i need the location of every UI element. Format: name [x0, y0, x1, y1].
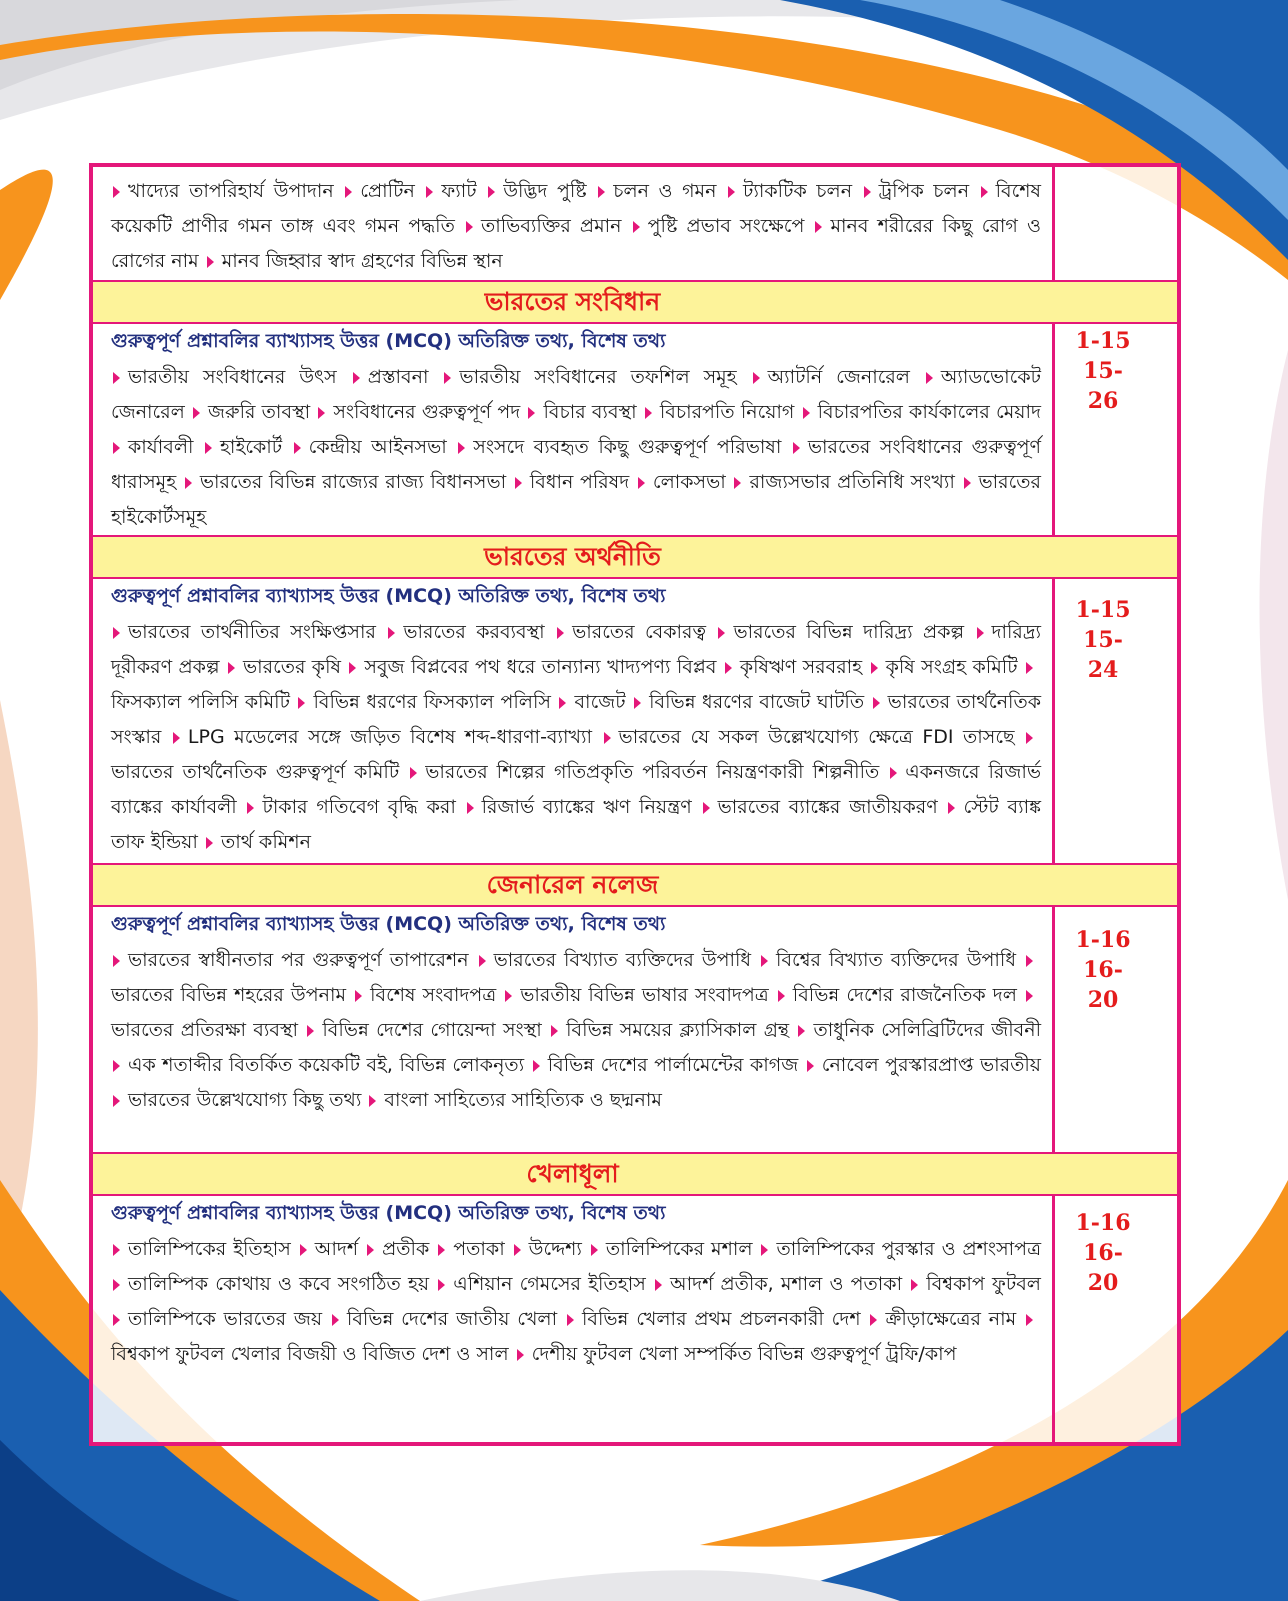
topic-text: বাজেট [574, 691, 626, 713]
topic-item [801, 401, 1041, 423]
topic-item [512, 1238, 582, 1260]
topic-item [226, 656, 341, 678]
topic-text: ভারতের তার্থনৈতিক গুরুত্বপূর্ণ কমিটি [111, 761, 400, 783]
bullet-icon [761, 955, 768, 967]
topic-item [565, 1308, 861, 1330]
bullet-icon [753, 372, 760, 384]
topic-text: এক শতাব্দীর বিতর্কিত কয়েকটি বই, বিভিন্ন লোকনৃত্য [128, 1054, 525, 1076]
topic-text: তালিম্পিকের পুরস্কার ও প্রশংসাপত্র [776, 1238, 1042, 1260]
topic-text: পতাকা [453, 1238, 505, 1260]
bullet-icon [864, 186, 871, 198]
topic-text: বিধান পরিষদ [529, 471, 630, 493]
topic-text: কেন্দ্রীয় আইনসভা [308, 436, 447, 458]
topic-text: ফ্যাট [441, 180, 477, 202]
section-subtitle: গুরুত্বপূর্ণ প্রশ্নাবলির ব্যাখ্যাসহ উত্তর (MCQ) অতিরিক্ত তথ্য, বিশেষ তথ্য [111, 585, 666, 607]
topic-text: এশিয়ান গেমসের ইতিহাস [453, 1273, 646, 1295]
topic-text: আদর্শ [314, 1238, 359, 1260]
topic-item [631, 215, 805, 237]
page-range-second: 15-26 [1083, 358, 1123, 414]
topic-item [513, 471, 629, 493]
topic-text: ভারতের করব্যবস্থা [403, 621, 545, 643]
bullet-icon [467, 802, 474, 814]
topic-item [111, 1089, 361, 1111]
topic-text: ভারতের স্বাধীনতার পর গুরুত্বপূর্ণ তাপারেশন [128, 949, 469, 971]
bullet-icon [205, 442, 212, 454]
bullet-icon [294, 442, 301, 454]
topic-text: প্রস্তাবনা [367, 366, 429, 388]
topic-item [486, 180, 586, 202]
topic-text: প্রোটিন [360, 180, 415, 202]
topic-item [367, 1089, 662, 1111]
bullet-icon [113, 1095, 120, 1107]
bullet-icon [353, 372, 360, 384]
bullet-icon [926, 372, 933, 384]
bullet-icon [515, 477, 522, 489]
topic-text: তালিম্পিক কোথায় ও কবে সংগঠিত হয় [128, 1273, 430, 1295]
section-title: খেলাধূলা [526, 1159, 619, 1188]
topic-text: আদর্শ প্রতীক, মশাল ও পতাকা [669, 1273, 903, 1295]
topic-text: কৃষিঋণ সরবরাহ [739, 656, 863, 678]
bullet-icon [645, 407, 652, 419]
topic-item [111, 621, 376, 643]
topic-item [643, 401, 795, 423]
topic-text: সবুজ বিপ্লবের পথ ধরে তান্যান্য খাদ্যপণ্য বিপ্লব [364, 656, 717, 678]
topic-item [343, 180, 415, 202]
topic-item [353, 984, 496, 1006]
section-title: জেনারেল নলেজ [486, 870, 659, 899]
bullet-icon [803, 407, 810, 419]
bullet-icon [113, 372, 120, 384]
bullet-icon [438, 1244, 445, 1256]
topic-text: দারিদ্র্য দূরীকরণ প্রকল্প [111, 621, 1042, 678]
bullet-icon [703, 802, 710, 814]
bullet-icon [1026, 662, 1033, 674]
bullet-icon [113, 1244, 120, 1256]
bullet-icon [388, 627, 395, 639]
topic-item [111, 1238, 291, 1260]
topic-text: ভারতের ব্যাঙ্কের জাতীয়করণ [717, 796, 938, 818]
topic-text: মানব জিহ্বার স্বাদ গ্রহণের বিভিন্ন স্থান [221, 250, 503, 272]
topic-item [549, 1019, 789, 1041]
bullet-icon [528, 407, 535, 419]
topic-item [759, 1238, 1041, 1260]
bullet-icon [870, 1314, 877, 1326]
topic-text: বিশ্বকাপ ফুটবল খেলার বিজয়ী ও বিজিত দেশ ও সাল [111, 1343, 509, 1365]
section-title: ভারতের অর্থনীতি [484, 542, 661, 571]
topic-item [515, 1343, 957, 1365]
topic-text: বিভিন্ন দেশের জাতীয় খেলা [346, 1308, 558, 1330]
topic-text: সংসদে ব্যবহৃত কিছু গুরুত্বপূর্ণ পরিভাষা [473, 436, 782, 458]
topic-text: ভারতের শিল্পের গতিপ্রকৃতি পরিবর্তন নিয়ন্ত্রণকারী শিল্পনীতি [425, 761, 880, 783]
bullet-icon [948, 802, 955, 814]
topic-text: ভারতের বিভিন্ন রাজ্যের রাজ্য বিধানসভা [199, 471, 507, 493]
bullet-icon [247, 802, 254, 814]
bullet-icon [505, 990, 512, 1002]
bullet-icon [488, 186, 495, 198]
topic-text: বিশ্বের বিখ্যাত ব্যক্তিদের উপাধি [776, 949, 1017, 971]
bullet-icon [778, 990, 785, 1002]
bullet-icon [591, 1244, 598, 1256]
topic-text: লোকসভা [652, 471, 726, 493]
page-range [1073, 1208, 1133, 1298]
bullet-icon [551, 1025, 558, 1037]
topic-item [111, 1054, 524, 1076]
topic-item [191, 401, 310, 423]
bullet-icon [725, 662, 732, 674]
topic-item [203, 436, 282, 458]
topic-text: খাদ্যের তাপরিহার্য উপাদান [128, 180, 334, 202]
topic-text: তালিম্পিকের ইতিহাস [128, 1238, 291, 1260]
bullet-icon [728, 186, 735, 198]
topic-item [111, 1273, 429, 1295]
bullet-icon [318, 407, 325, 419]
topic-item [111, 180, 334, 202]
topic-text: কৃষি সংগ্রহ কমিটি [885, 656, 1018, 678]
topic-text: নোবেল পুরস্কারপ্রাপ্ত ভারতীয় [821, 1054, 1041, 1076]
bullet-icon [815, 221, 822, 233]
bullet-icon [113, 186, 120, 198]
topic-text: বাংলা সাহিত্যের সাহিত্যিক ও ছদ্মনাম [384, 1089, 662, 1111]
topic-item [465, 796, 692, 818]
section-header-economy [93, 537, 1177, 577]
bullet-icon [911, 1279, 918, 1291]
topic-text: রিজার্ভ ব্যাঙ্কের ঋণ নিয়ন্ত্রণ [481, 796, 692, 818]
topic-text: LPG মডেলের সঙ্গে জড়িত বিশেষ শব্দ-ধারণা-ব্যাখ্যা [187, 726, 593, 748]
topic-text: ভারতের সংবিধানের গুরুত্বপূর্ণ ধারাসমূহ [111, 436, 1041, 493]
bullet-icon [207, 256, 214, 268]
page-range-first: 1-15 [1075, 597, 1131, 623]
topic-list [111, 943, 1041, 1118]
topic-item [869, 656, 1018, 678]
topic-text: বিভিন্ন খেলার প্রথম প্রচলনকারী দেশ [581, 1308, 861, 1330]
bullet-icon [228, 662, 235, 674]
topic-item [111, 366, 337, 388]
topic-text: ভারতের বিভিন্ন শহরের উপনাম [111, 984, 347, 1006]
topic-text: তালিম্পিকে ভারতের জয় [128, 1308, 323, 1330]
topic-text: তাভিব্যক্তির প্রমান [480, 215, 622, 237]
topic-item [776, 984, 1017, 1006]
bullet-icon [466, 221, 473, 233]
topic-text: ট্যাকটিক চলন [743, 180, 853, 202]
topic-text: ভারতীয় সংবিধানের তফশিল সমূহ [459, 366, 737, 388]
topic-item [305, 1019, 541, 1041]
topic-item [477, 949, 751, 971]
page-range [1073, 925, 1133, 1015]
topic-text: বিচার ব্যবস্থা [543, 401, 637, 423]
bullet-icon [977, 627, 984, 639]
topic-text: ভারতের বিভিন্ন দারিদ্র্য প্রকল্প [733, 621, 965, 643]
topic-text: বিচারপতি নিয়োগ [659, 401, 795, 423]
topic-text: ভারতের হাইকোর্টসমূহ [111, 471, 1041, 528]
bullet-icon [604, 732, 611, 744]
bullet-icon [807, 1060, 814, 1072]
topic-item [111, 1308, 322, 1330]
topic-text: কার্যাবলী [128, 436, 194, 458]
bullet-icon [367, 1244, 374, 1256]
bullet-icon [964, 477, 971, 489]
topic-text: বিভিন্ন দেশের রাজনৈতিক দল [792, 984, 1017, 1006]
bullet-icon [655, 1279, 662, 1291]
bullet-icon [734, 477, 741, 489]
topic-text: স্টেট ব্যাঙ্ক তাফ ইন্ডিয়া [111, 796, 1041, 853]
topic-item [183, 471, 506, 493]
topic-item [442, 366, 736, 388]
section-body-economy [93, 579, 1177, 863]
topic-text: মানব শরীরের কিছু রোগ ও রোগের নাম [111, 215, 1041, 272]
bullet-icon [981, 186, 988, 198]
bullet-icon [514, 1244, 521, 1256]
section-header-sports [93, 1154, 1177, 1194]
bullet-icon [559, 697, 566, 709]
bullet-icon [1026, 732, 1033, 744]
topic-item [862, 180, 969, 202]
topic-item [111, 436, 193, 458]
topic-item [526, 401, 636, 423]
section-subtitle: গুরুত্বপূর্ণ প্রশ্নাবলির ব্যাখ্যাসহ উত্তর (MCQ) অতিরিক্ত তথ্য, বিশেষ তথ্য [111, 330, 666, 352]
page-range-second: 16-20 [1083, 957, 1123, 1013]
topic-item [436, 1238, 504, 1260]
bullet-icon [761, 1244, 768, 1256]
section-header-general-knowledge [93, 865, 1177, 905]
bullet-icon [557, 627, 564, 639]
topic-item [347, 656, 716, 678]
bullet-icon [638, 477, 645, 489]
topic-item [365, 1238, 429, 1260]
bullet-icon [567, 1314, 574, 1326]
topic-text: জরুরি তাবস্থা [208, 401, 311, 423]
topic-item [503, 984, 768, 1006]
bullet-icon [718, 627, 725, 639]
topic-item [408, 761, 879, 783]
topic-text: টাকার গতিবেগ বৃদ্ধি করা [262, 796, 456, 818]
topic-text: ভারতীয় সংবিধানের উৎস [128, 366, 337, 388]
topic-item [531, 1054, 799, 1076]
bullet-icon [185, 477, 192, 489]
topic-item [464, 215, 622, 237]
section-subtitle: গুরুত্বপূর্ণ প্রশ্নাবলির ব্যাখ্যাসহ উত্তর (MCQ) অতিরিক্ত তথ্য, বিশেষ তথ্য [111, 1202, 666, 1224]
topic-item [456, 436, 781, 458]
topic-text: ফিসক্যাল পলিসি কমিটি [111, 691, 290, 713]
page-range [1073, 326, 1133, 416]
section-body-general-knowledge [93, 907, 1177, 1152]
topic-item [555, 621, 706, 643]
topic-item [316, 401, 520, 423]
bullet-icon [479, 955, 486, 967]
topic-item [436, 1273, 645, 1295]
page-range-second: 16-20 [1083, 1240, 1123, 1296]
bullet-icon [438, 1279, 445, 1291]
bullet-icon [890, 767, 897, 779]
section-title: ভারতের সংবিধান [484, 287, 661, 316]
bullet-icon [345, 186, 352, 198]
topic-text: ভারতীয় বিভিন্ন ভাষার সংবাদপত্র [520, 984, 769, 1006]
topic-text: ভারতের যে সকল উল্লেখযোগ্য ক্ষেত্রে FDI তাসছে [618, 726, 1015, 748]
topic-text: ভারতের তার্থনীতির সংক্ষিপ্তসার [128, 621, 376, 643]
topic-text: ক্রীড়াক্ষেত্রের নাম [885, 1308, 1017, 1330]
topic-item [636, 471, 726, 493]
topic-item [205, 250, 503, 272]
bullet-icon [113, 442, 120, 454]
topic-text: ট্রপিক চলন [878, 180, 970, 202]
bullet-icon [369, 1095, 376, 1107]
topic-text: সংবিধানের গুরুত্বপূর্ণ পদ [333, 401, 521, 423]
topic-item [424, 180, 476, 202]
bullet-icon [793, 442, 800, 454]
topic-item [723, 656, 862, 678]
topic-list [111, 1232, 1041, 1372]
bullet-icon [300, 1244, 307, 1256]
topic-item [557, 691, 625, 713]
bullet-icon [307, 1025, 314, 1037]
topic-text: অ্যাডভোকেট জেনারেল [111, 366, 1041, 423]
topic-item [386, 621, 544, 643]
bullet-icon [1026, 990, 1033, 1002]
topic-text: তাধুনিক সেলিব্রিটিদের জীবনী [813, 1019, 1042, 1041]
topic-item [596, 180, 716, 202]
page-range [1073, 595, 1133, 685]
topic-item [716, 621, 964, 643]
topic-item [751, 366, 910, 388]
topic-text: বিচারপতির কার্যকালের মেয়াদ [817, 401, 1041, 423]
bullet-icon [517, 1349, 524, 1361]
topic-item [796, 1019, 1041, 1041]
section-header-constitution [93, 282, 1177, 322]
bullet-icon [798, 1025, 805, 1037]
topic-text: প্রতীক [382, 1238, 430, 1260]
topic-text: অ্যাটর্নি জেনারেল [767, 366, 910, 388]
topic-item [330, 1308, 557, 1330]
topic-item [171, 726, 592, 748]
bullet-icon [634, 697, 641, 709]
bullet-icon [444, 372, 451, 384]
topic-item [732, 471, 954, 493]
topic-item [759, 949, 1016, 971]
topic-item [351, 366, 429, 388]
bullet-icon [332, 1314, 339, 1326]
topic-text: ভারতের প্রতিরক্ষা ব্যবস্থা [111, 1019, 299, 1041]
topic-text: ভারতের বিখ্যাত ব্যক্তিদের উপাধি [493, 949, 752, 971]
topic-text: হাইকোর্ট [219, 436, 283, 458]
topic-item [632, 691, 864, 713]
topic-list [111, 615, 1041, 860]
page-range-first: 1-15 [1075, 328, 1131, 354]
topic-text: তালিম্পিকের মশাল [605, 1238, 753, 1260]
topic-text: বিশেষ সংবাদপত্র [370, 984, 497, 1006]
topic-text: উদ্ভিদ পুষ্টি [503, 180, 587, 202]
bullet-icon [1026, 1314, 1033, 1326]
bullet-icon [113, 627, 120, 639]
bullet-icon [426, 186, 433, 198]
topic-text: একনজরে রিজার্ভ ব্যাঙ্কের কার্যাবলী [111, 761, 1041, 818]
bullet-icon [206, 837, 213, 849]
topic-item [292, 436, 447, 458]
bullet-icon [113, 955, 120, 967]
topic-item [868, 1308, 1016, 1330]
page-range-first: 1-16 [1075, 1210, 1131, 1236]
bullet-icon [113, 1279, 120, 1291]
topic-item [726, 180, 852, 202]
topic-text: চলন ও গমন [613, 180, 717, 202]
topic-text: ভারতের বেকারত্ব [572, 621, 707, 643]
topic-text: ভারতের কৃষি [242, 656, 342, 678]
topic-item [589, 1238, 753, 1260]
section-body-constitution [93, 324, 1177, 535]
topic-item [701, 796, 938, 818]
topic-item [296, 691, 551, 713]
topic-item [204, 831, 311, 853]
bullet-icon [173, 732, 180, 744]
topic-text: ভারতের উল্লেখযোগ্য কিছু তথ্য [128, 1089, 362, 1111]
topic-item [245, 796, 455, 818]
topic-text: বিভিন্ন দেশের পার্লামেন্টের কাগজ [547, 1054, 799, 1076]
bullet-icon [355, 990, 362, 1002]
topic-text: পুষ্টি প্রভাব সংক্ষেপে [647, 215, 805, 237]
topic-text: বিভিন্ন ধরণের ফিসক্যাল পলিসি [313, 691, 551, 713]
topic-item [298, 1238, 358, 1260]
bullet-icon [410, 767, 417, 779]
bullet-icon [871, 662, 878, 674]
topic-text: উদ্দেশ্য [528, 1238, 582, 1260]
topic-text: বিভিন্ন দেশের গোয়েন্দা সংস্থা [322, 1019, 542, 1041]
topic-text: রাজ্যসভার প্রতিনিধি সংখ্যা [749, 471, 955, 493]
topic-item [602, 726, 1015, 748]
page-range-first: 1-16 [1075, 927, 1131, 953]
section-subtitle: গুরুত্বপূর্ণ প্রশ্নাবলির ব্যাখ্যাসহ উত্তর (MCQ) অতিরিক্ত তথ্য, বিশেষ তথ্য [111, 913, 666, 935]
topic-item [909, 1273, 1041, 1295]
topic-text: বিশেষ কয়েকটি প্রাণীর গমন তাঙ্গ এবং গমন পদ্ধতি [111, 180, 1041, 237]
page-range-second: 15-24 [1083, 627, 1123, 683]
topic-text: বিভিন্ন ধরণের বাজেট ঘাটতি [649, 691, 865, 713]
top-topics-list [111, 174, 1041, 279]
topic-item [805, 1054, 1041, 1076]
bullet-icon [113, 1060, 120, 1072]
topic-item [653, 1273, 902, 1295]
bullet-icon [533, 1060, 540, 1072]
topic-text: তার্থ কমিশন [220, 831, 311, 853]
topic-item [111, 949, 469, 971]
bullet-icon [193, 407, 200, 419]
bullet-icon [113, 1314, 120, 1326]
bullet-icon [298, 697, 305, 709]
bullet-icon [458, 442, 465, 454]
topic-text: বিভিন্ন সময়ের ক্ল্যাসিকাল গ্রন্থ [566, 1019, 790, 1041]
topic-list [111, 360, 1041, 535]
bullet-icon [633, 221, 640, 233]
bullet-icon [873, 697, 880, 709]
topic-text: ভারতের তার্থনৈতিক সংস্কার [111, 691, 1042, 748]
bullet-icon [1026, 955, 1033, 967]
topic-text: বিশ্বকাপ ফুটবল [926, 1273, 1041, 1295]
bullet-icon [598, 186, 605, 198]
topic-text: দেশীয় ফুটবল খেলা সম্পর্কিত বিভিন্ন গুরুত্বপূর্ণ ট্রফি/কাপ [531, 1343, 957, 1365]
bullet-icon [349, 662, 356, 674]
top-topics-block [93, 174, 1177, 280]
section-body-sports [93, 1196, 1177, 1436]
